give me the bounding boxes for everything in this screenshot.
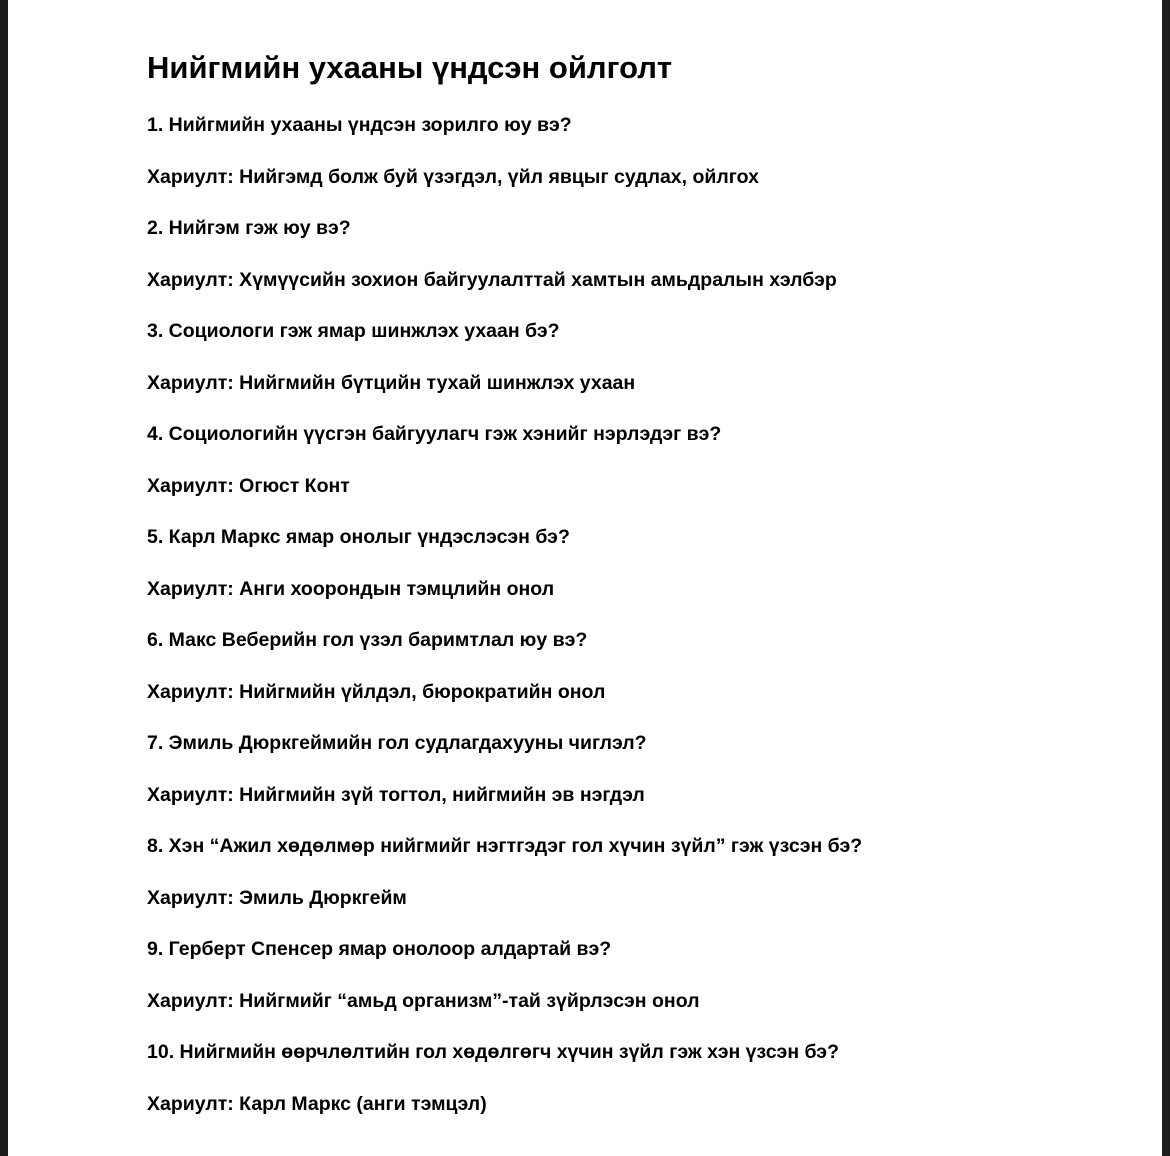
question-6: 6. Макс Веберийн гол үзэл баримтлал юу вэ?: [147, 629, 588, 651]
question-9: 9. Герберт Спенсер ямар онолоор алдартай вэ?: [147, 938, 612, 960]
question-2: 2. Нийгэм гэж юу вэ?: [147, 217, 351, 239]
answer-2: Хариулт: Хүмүүсийн зохион байгуулалттай хамтын амьдралын хэлбэр: [147, 268, 837, 291]
answer-7: Хариулт: Нийгмийн зүй тогтол, нийгмийн эв нэгдэл: [147, 783, 645, 806]
answer-9: Хариулт: Нийгмийг “амьд организм”-тай зүйрлэсэн онол: [147, 989, 700, 1012]
answer-6: Хариулт: Нийгмийн үйлдэл, бюрократийн онол: [147, 680, 606, 703]
answer-4: Хариулт: Огюст Конт: [147, 474, 350, 497]
question-1: 1. Нийгмийн ухааны үндсэн зорилго юу вэ?: [147, 114, 572, 136]
question-10: 10. Нийгмийн өөрчлөлтийн гол хөдөлгөгч хүчин зүйл гэж хэн үзсэн бэ?: [147, 1041, 839, 1063]
answer-3: Хариулт: Нийгмийн бүтцийн тухай шинжлэх ухаан: [147, 371, 636, 394]
answer-8: Хариулт: Эмиль Дюркгейм: [147, 886, 407, 909]
question-3: 3. Социологи гэж ямар шинжлэх ухаан бэ?: [147, 320, 560, 342]
question-7: 7. Эмиль Дюркгеймийн гол судлагдахууны чиглэл?: [147, 732, 647, 754]
question-5: 5. Карл Маркс ямар онолыг үндэслэсэн бэ?: [147, 526, 570, 548]
question-8: 8. Хэн “Ажил хөдөлмөр нийгмийг нэгтгэдэг гол хүчин зүйл” гэж үзсэн бэ?: [147, 835, 863, 857]
document-title: Нийгмийн ухааны үндсэн ойлголт: [147, 50, 673, 85]
answer-10: Хариулт: Карл Маркс (анги тэмцэл): [147, 1092, 487, 1115]
answer-5: Хариулт: Анги хоорондын тэмцлийн онол: [147, 577, 555, 600]
answer-1: Хариулт: Нийгэмд болж буй үзэгдэл, үйл явцыг судлах, ойлгох: [147, 165, 759, 188]
qa-list: [147, 113, 862, 1143]
document-page: [8, 0, 1162, 1156]
question-4: 4. Социологийн үүсгэн байгуулагч гэж хэнийг нэрлэдэг вэ?: [147, 423, 722, 445]
